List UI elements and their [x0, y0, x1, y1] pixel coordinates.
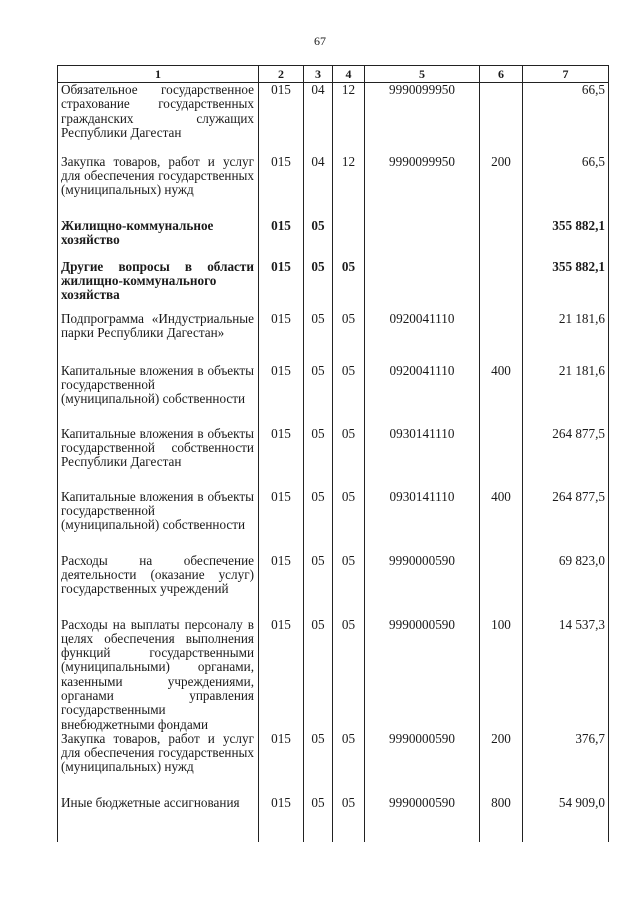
row-ministry-code: 015 [259, 155, 304, 219]
table-row [58, 83, 609, 155]
row-section-code: 05 [304, 618, 333, 732]
row-expense-type-code [480, 83, 523, 155]
row-ministry-code: 015 [259, 260, 304, 312]
header-row [58, 66, 609, 83]
row-section-code: 04 [304, 155, 333, 219]
row-amount: 14 537,3 [523, 618, 609, 732]
row-expense-type-code [480, 219, 523, 260]
table-row [58, 219, 609, 260]
row-section-code: 05 [304, 312, 333, 364]
row-section-code: 04 [304, 83, 333, 155]
row-ministry-code: 015 [259, 219, 304, 260]
row-subsection-code: 12 [333, 83, 365, 155]
row-description: Подпрограмма «Индустриальные парки Республики Дагестан» [58, 312, 259, 364]
row-expense-type-code [480, 427, 523, 490]
row-section-code: 05 [304, 796, 333, 842]
row-amount: 66,5 [523, 83, 609, 155]
row-target-code: 0930141110 [365, 427, 480, 490]
row-section-code: 05 [304, 219, 333, 260]
row-expense-type-code: 400 [480, 490, 523, 554]
row-expense-type-code [480, 312, 523, 364]
col-header-3: 3 [304, 66, 333, 83]
row-subsection-code: 12 [333, 155, 365, 219]
row-section-code: 05 [304, 732, 333, 796]
table-row [58, 796, 609, 842]
row-subsection-code: 05 [333, 312, 365, 364]
row-subsection-code: 05 [333, 490, 365, 554]
row-target-code: 9990000590 [365, 796, 480, 842]
row-expense-type-code: 400 [480, 364, 523, 427]
col-header-6: 6 [480, 66, 523, 83]
row-description: Обязательное государственное страхование государственных гражданских служащих Республики Дагестан [58, 83, 259, 155]
row-target-code: 9990000590 [365, 554, 480, 618]
col-header-1: 1 [58, 66, 259, 83]
table-row [58, 554, 609, 618]
budget-table [57, 65, 609, 842]
row-target-code [365, 260, 480, 312]
row-description: Капитальные вложения в объекты государственной (муниципальной) собственности [58, 364, 259, 427]
row-expense-type-code: 100 [480, 618, 523, 732]
row-expense-type-code: 200 [480, 732, 523, 796]
table-row [58, 427, 609, 490]
row-amount: 54 909,0 [523, 796, 609, 842]
row-subsection-code: 05 [333, 260, 365, 312]
row-section-code: 05 [304, 427, 333, 490]
row-expense-type-code [480, 554, 523, 618]
page-number: 67 [314, 34, 326, 48]
row-subsection-code: 05 [333, 796, 365, 842]
row-description: Расходы на выплаты персоналу в целях обеспечения выполнения функций государственными (муниципальными) органами, казенными учреждениями, органами управления государственными внебюджетными фондами [58, 618, 259, 732]
row-ministry-code: 015 [259, 83, 304, 155]
row-description: Закупка товаров, работ и услуг для обеспечения государственных (муниципальных) нужд [58, 732, 259, 796]
row-description: Закупка товаров, работ и услуг для обеспечения государственных (муниципальных) нужд [58, 155, 259, 219]
row-amount: 376,7 [523, 732, 609, 796]
col-header-5: 5 [365, 66, 480, 83]
row-ministry-code: 015 [259, 732, 304, 796]
row-amount: 69 823,0 [523, 554, 609, 618]
row-ministry-code: 015 [259, 312, 304, 364]
row-subsection-code: 05 [333, 427, 365, 490]
row-target-code: 9990000590 [365, 618, 480, 732]
row-section-code: 05 [304, 490, 333, 554]
row-amount: 66,5 [523, 155, 609, 219]
row-expense-type-code: 200 [480, 155, 523, 219]
table-row [58, 490, 609, 554]
row-description: Капитальные вложения в объекты государственной (муниципальной) собственности [58, 490, 259, 554]
row-section-code: 05 [304, 260, 333, 312]
table-row [58, 732, 609, 796]
row-section-code: 05 [304, 554, 333, 618]
row-description: Иные бюджетные ассигнования [58, 796, 259, 842]
table-row [58, 618, 609, 732]
row-ministry-code: 015 [259, 618, 304, 732]
table-row [58, 155, 609, 219]
row-expense-type-code: 800 [480, 796, 523, 842]
table-row [58, 364, 609, 427]
row-description: Жилищно-коммунальное хозяйство [58, 219, 259, 260]
col-header-4: 4 [333, 66, 365, 83]
row-target-code: 9990099950 [365, 155, 480, 219]
row-subsection-code: 05 [333, 554, 365, 618]
row-amount: 355 882,1 [523, 260, 609, 312]
row-ministry-code: 015 [259, 490, 304, 554]
row-subsection-code: 05 [333, 618, 365, 732]
table-row [58, 260, 609, 312]
row-target-code: 0930141110 [365, 490, 480, 554]
row-target-code: 0920041110 [365, 364, 480, 427]
row-subsection-code [333, 219, 365, 260]
row-amount: 264 877,5 [523, 490, 609, 554]
row-amount: 264 877,5 [523, 427, 609, 490]
row-target-code: 9990099950 [365, 83, 480, 155]
row-ministry-code: 015 [259, 554, 304, 618]
row-description: Капитальные вложения в объекты государственной собственности Республики Дагестан [58, 427, 259, 490]
row-description: Другие вопросы в области жилищно-коммунального хозяйства [58, 260, 259, 312]
row-ministry-code: 015 [259, 796, 304, 842]
row-expense-type-code [480, 260, 523, 312]
row-target-code: 9990000590 [365, 732, 480, 796]
row-description: Расходы на обеспечение деятельности (оказание услуг) государственных учреждений [58, 554, 259, 618]
row-ministry-code: 015 [259, 364, 304, 427]
row-target-code: 0920041110 [365, 312, 480, 364]
row-subsection-code: 05 [333, 364, 365, 427]
row-amount: 355 882,1 [523, 219, 609, 260]
col-header-2: 2 [259, 66, 304, 83]
row-amount: 21 181,6 [523, 312, 609, 364]
col-header-7: 7 [523, 66, 609, 83]
row-subsection-code: 05 [333, 732, 365, 796]
table-row [58, 312, 609, 364]
row-section-code: 05 [304, 364, 333, 427]
row-amount: 21 181,6 [523, 364, 609, 427]
row-ministry-code: 015 [259, 427, 304, 490]
row-target-code [365, 219, 480, 260]
